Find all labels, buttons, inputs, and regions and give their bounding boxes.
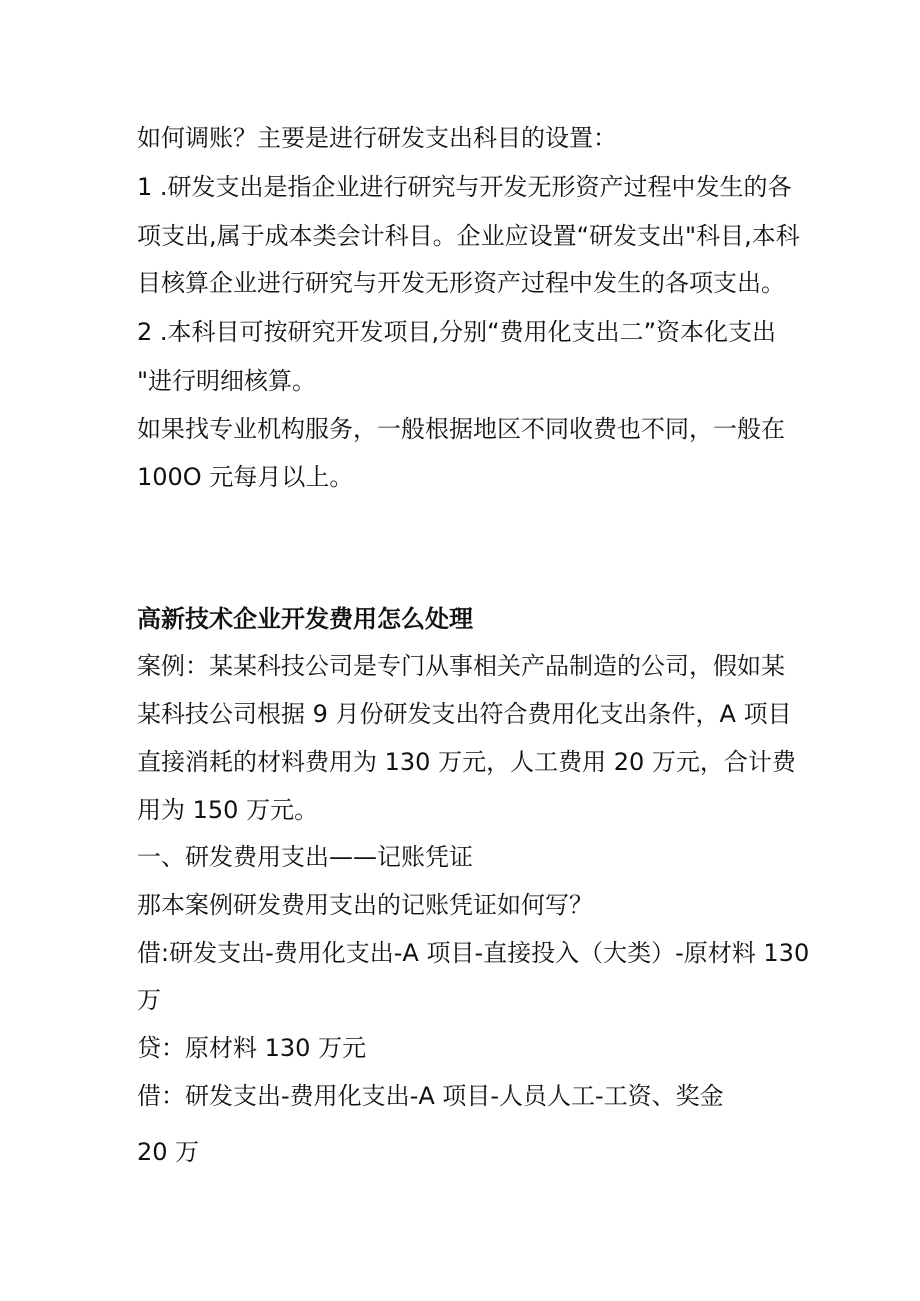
entry-line-4: 借：研发支出-费用化支出-A 项目-人员人工-工资、奖金: [137, 1082, 724, 1110]
entry-line-5: 20 万: [137, 1138, 200, 1166]
item1-line-2: 项支出,属于成本类会计科目。企业应设置“研发支出"科目,本科: [137, 222, 800, 250]
item1-line-1: 1 .研发支出是指企业进行研究与开发无形资产过程中发生的各: [137, 173, 792, 201]
section-heading: 高新技术企业开发费用怎么处理: [137, 605, 473, 633]
case-line-4: 用为 150 万元。: [137, 796, 319, 824]
question-line: 那本案例研发费用支出的记账凭证如何写？: [137, 891, 593, 919]
case-line-2: 某科技公司根据 9 月份研发支出符合费用化支出条件，A 项目: [137, 700, 792, 728]
intro-line: 如何调账？主要是进行研发支出科目的设置：: [137, 124, 617, 152]
item1-line-3: 目核算企业进行研究与开发无形资产过程中发生的各项支出。: [137, 269, 785, 297]
entry-line-2: 万: [137, 986, 161, 1014]
entry-line-3: 贷：原材料 130 万元: [137, 1034, 367, 1062]
fee-line-1: 如果找专业机构服务，一般根据地区不同收费也不同，一般在: [137, 415, 785, 443]
case-line-3: 直接消耗的材料费用为 130 万元，人工费用 20 万元，合计费: [137, 748, 796, 776]
item2-line-1: 2 .本科目可按研究开发项目,分别“费用化支出二”资本化支出: [137, 318, 777, 346]
case-line-1: 案例：某某科技公司是专门从事相关产品制造的公司，假如某: [137, 652, 785, 680]
item2-line-2: "进行明细核算。: [137, 367, 317, 395]
subheading: 一、研发费用支出——记账凭证: [137, 843, 473, 871]
entry-line-1: 借:研发支出-费用化支出-A 项目-直接投入（大类）-原材料 130: [137, 939, 810, 967]
fee-line-2: 100O 元每月以上。: [137, 463, 354, 491]
